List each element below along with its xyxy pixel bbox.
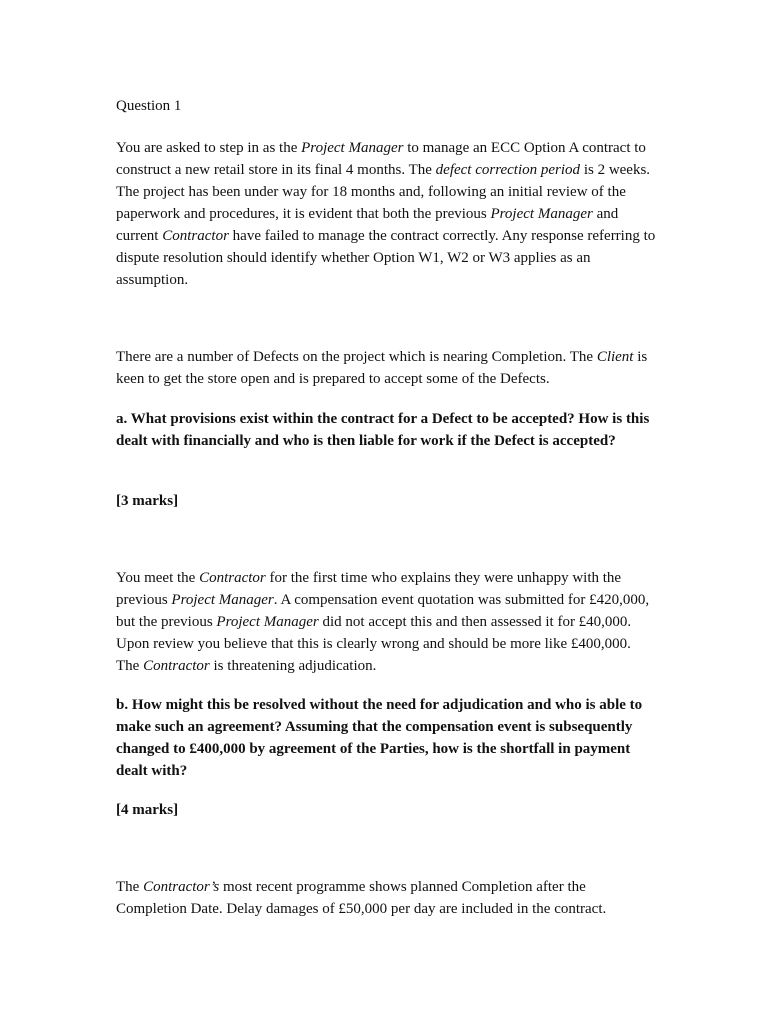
part-a-context bbox=[116, 346, 656, 390]
question-heading: Question 1 bbox=[116, 98, 182, 114]
part-a-text-2: is keen to get the store open and is prepared to accept some of the Defects. bbox=[116, 349, 648, 387]
part-b-marks: [4 marks] bbox=[116, 802, 179, 818]
intro-text-3: is 2 weeks. The project has been under way for 18 months and, following an initial review of the paperwork and procedures, it is evident that both the previous bbox=[116, 162, 651, 222]
part-c-text-1: The bbox=[116, 879, 144, 895]
part-a-marks: [3 marks] bbox=[116, 493, 179, 509]
part-a-text-1: There are a number of Defects on the project which is nearing Completion. The bbox=[116, 349, 597, 365]
part-c-term-contractors: Contractor’s bbox=[143, 879, 220, 895]
part-c-text-2: most recent programme shows planned Completion after the Completion Date. Delay damages of £50,000 per day are included in the contract. bbox=[116, 879, 607, 917]
intro-term-contractor: Contractor bbox=[162, 228, 229, 244]
intro-term-project-manager-2: Project Manager bbox=[490, 206, 593, 222]
part-b-question: b. How might this be resolved without the need for adjudication and who is able to make such an agreement? Assuming that the compensation event is subsequently changed to £400,000 by agreement of the Parties, how is the shortfall in payment dealt with? bbox=[116, 697, 643, 779]
part-b-term-project-manager-2: Project Manager bbox=[216, 614, 319, 630]
part-b-term-contractor: Contractor bbox=[199, 570, 266, 586]
part-b-context bbox=[116, 567, 656, 677]
intro-paragraph bbox=[116, 137, 656, 291]
intro-text-2: to manage an ECC Option A contract to construct a new retail store in its final 4 months. The bbox=[116, 140, 646, 178]
part-a-question: a. What provisions exist within the contract for a Defect to be accepted? How is this dealt with financially and who is then liable for work if the Defect is accepted? bbox=[116, 411, 650, 449]
intro-text-4: and current bbox=[116, 206, 619, 244]
part-b-text-1: You meet the bbox=[116, 570, 200, 586]
part-b-term-contractor-2: Contractor bbox=[143, 658, 210, 674]
part-b-text-5: is threatening adjudication. bbox=[209, 658, 377, 674]
intro-text-1: You are asked to step in as the bbox=[116, 140, 302, 156]
part-c-context bbox=[116, 876, 656, 920]
part-b-text-2: for the first time who explains they were unhappy with the previous bbox=[116, 570, 622, 608]
part-b-text-3: . A compensation event quotation was submitted for £420,000, but the previous bbox=[116, 592, 650, 630]
intro-term-project-manager: Project Manager bbox=[301, 140, 404, 156]
intro-text-5: have failed to manage the contract correctly. Any response referring to dispute resolution should identify whether Option W1, W2 or W3 applies as an assumption. bbox=[116, 228, 656, 288]
part-b-term-project-manager: Project Manager bbox=[171, 592, 274, 608]
intro-term-defect-correction-period: defect correction period bbox=[435, 162, 581, 178]
part-b-text-4: did not accept this and then assessed it for £40,000. Upon review you believe that this is clearly wrong and should be more like £400,000. The bbox=[116, 614, 632, 674]
part-a-term-client: Client bbox=[596, 349, 634, 365]
